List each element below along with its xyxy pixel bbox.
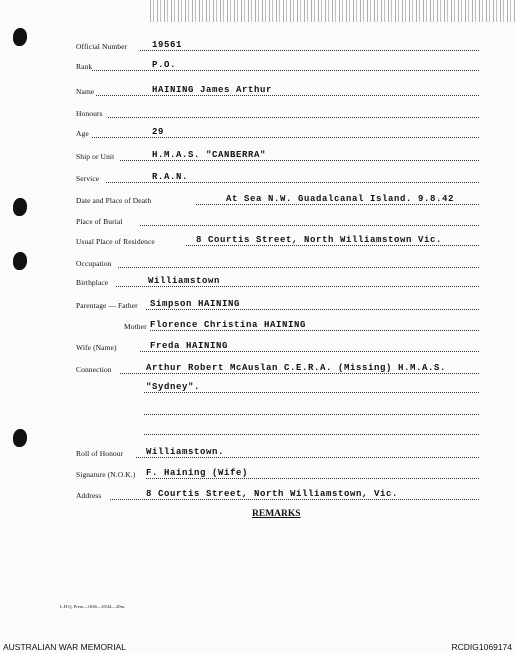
blank-line: [0, 397, 515, 417]
field-birthplace: Birthplace Williamstown: [0, 269, 515, 289]
field-connection: Connection Arthur Robert McAuslan C.E.R.A. (Missing) H.M.A.S.: [0, 356, 515, 376]
field-name: Name HAINING James Arthur: [0, 78, 515, 98]
field-ship: Ship or Unit H.M.A.S. "CANBERRA": [0, 143, 515, 163]
residence-value: 8 Courtis Street, North Williamstown Vic.: [196, 235, 443, 245]
field-father: Parentage — Father Simpson HAINING: [0, 292, 515, 312]
field-occupation: Occupation: [0, 250, 515, 270]
field-age: Age 29: [0, 120, 515, 140]
printer-note: L.H.Q. Press—1636—10/44—20m.: [60, 604, 126, 609]
field-residence: Usual Place of Residence 8 Courtis Street, North Williamstown Vic.: [0, 228, 515, 248]
footer-record-id: RCDIG1069174: [451, 642, 512, 652]
footer: [0, 641, 515, 654]
field-mother: Mother Florence Christina HAINING: [0, 313, 515, 333]
field-address: Address 8 Courtis Street, North Williamstown, Vic.: [0, 482, 515, 502]
father-value: Simpson HAINING: [150, 299, 241, 309]
footer-source: AUSTRALIAN WAR MEMORIAL: [3, 642, 126, 652]
connection-value: Arthur Robert McAuslan C.E.R.A. (Missing) H.M.A.S.: [146, 363, 447, 373]
death-value: At Sea N.W. Guadalcanal Island. 9.8.42: [226, 194, 455, 204]
birthplace-value: Williamstown: [148, 276, 221, 286]
service-value: R.A.N.: [152, 172, 189, 182]
ship-value: H.M.A.S. "CANBERRA": [152, 150, 267, 160]
field-wife: Wife (Name) Freda HAINING: [0, 334, 515, 354]
field-signature: Signature (N.O.K.) F. Haining (Wife): [0, 461, 515, 481]
signature-value: F. Haining (Wife): [146, 468, 249, 478]
field-rank: Rank P.O.: [0, 53, 515, 73]
field-connection-line-2: [0, 375, 515, 395]
official-number-value: 19561: [152, 40, 183, 50]
age-value: 29: [152, 127, 165, 137]
remarks-heading: REMARKS: [252, 509, 301, 519]
mother-value: Florence Christina HAINING: [150, 320, 307, 330]
wife-value: Freda HAINING: [150, 341, 229, 351]
name-value: HAINING James Arthur: [152, 85, 273, 95]
field-burial: Place of Burial: [0, 208, 515, 228]
field-honours: Honours: [0, 100, 515, 120]
address-value: 8 Courtis Street, North Williamstown, Vic.: [146, 489, 399, 499]
field-roll-of-honour: Roll of Honour Williamstown.: [0, 440, 515, 460]
field-service: Service R.A.N.: [0, 165, 515, 185]
rank-value: P.O.: [152, 60, 177, 70]
roll-value: Williamstown.: [146, 447, 225, 457]
field-death: Date and Place of Death At Sea N.W. Guadalcanal Island. 9.8.42: [0, 187, 515, 207]
field-official-number: Official Number 19561: [0, 33, 515, 53]
blank-line: [0, 417, 515, 437]
connection-value-2: "Sydney".: [146, 382, 201, 392]
scan-noise: [150, 0, 515, 22]
